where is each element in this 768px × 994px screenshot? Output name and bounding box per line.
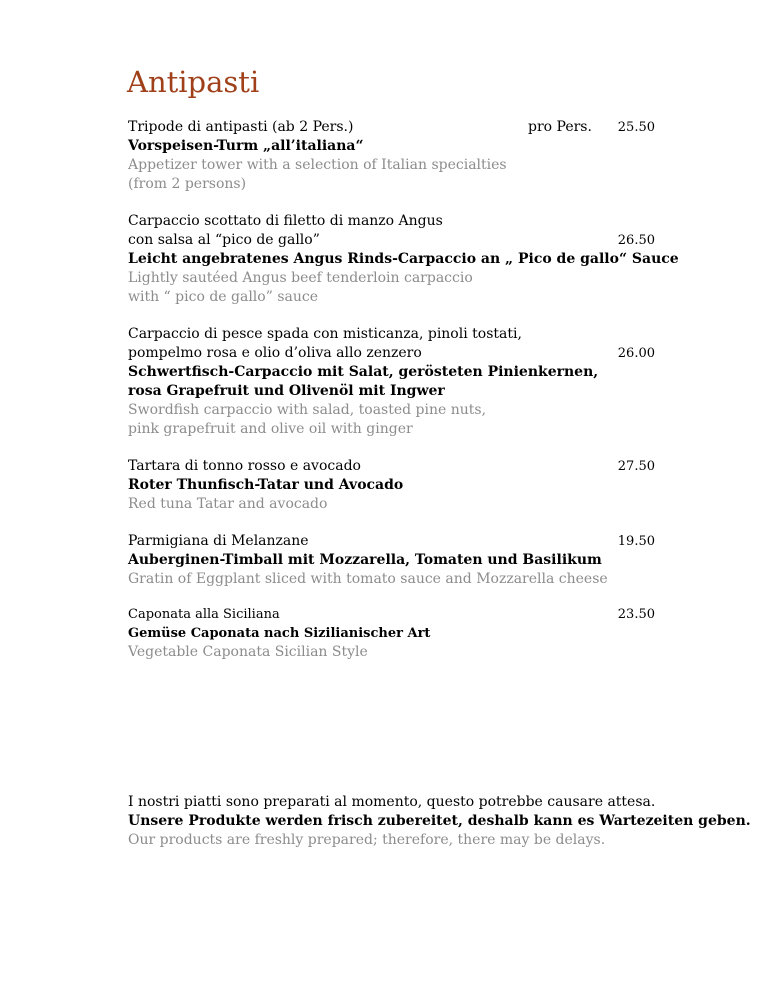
- item-english-description: Appetizer tower with a selection of Italian specialties: [128, 157, 507, 173]
- item-english-description: (from 2 persons): [128, 176, 247, 192]
- item-italian-name: Carpaccio scottato di filetto di manzo Angus: [128, 213, 443, 229]
- item-german-name: Leicht angebratenes Angus Rinds-Carpaccio an „ Pico de gallo“ Sauce: [128, 251, 679, 267]
- item-italian-name-line: con salsa al “pico de gallo”: [128, 232, 320, 248]
- footer-italian: I nostri piatti sono preparati al momento, questo potrebbe causare attesa.: [128, 794, 656, 810]
- item-italian-name-line: pompelmo rosa e olio d’oliva allo zenzero: [128, 345, 422, 361]
- item-italian-name: [128, 231, 658, 250]
- menu-item-carpaccio-swordfish: [128, 325, 658, 439]
- menu-item-tartara: [128, 457, 658, 514]
- item-german-name: Gemüse Caponata nach Sizilianischer Art: [128, 626, 431, 641]
- item-italian-name: [128, 605, 658, 624]
- item-english-description: Red tuna Tatar and avocado: [128, 496, 328, 512]
- per-person-label: pro Pers.: [528, 119, 592, 135]
- item-english-description: Swordfish carpaccio with salad, toasted pine nuts,: [128, 402, 487, 418]
- item-italian-name-line: Tartara di tonno rosso e avocado: [128, 458, 361, 474]
- item-english-description: Vegetable Caponata Sicilian Style: [128, 644, 368, 660]
- item-english-description: with “ pico de gallo” sauce: [128, 289, 318, 305]
- item-italian-name-line: Parmigiana di Melanzane: [128, 533, 309, 549]
- item-english-description: pink grapefruit and olive oil with ginger: [128, 421, 413, 437]
- menu-item-caponata: [128, 605, 658, 662]
- item-italian-name: [128, 532, 658, 551]
- item-italian-name-line: Tripode di antipasti (ab 2 Pers.): [128, 119, 354, 135]
- item-price: 23.50: [617, 607, 655, 622]
- item-price: 26.50: [617, 233, 655, 248]
- item-german-name: Vorspeisen-Turm „all’italiana“: [128, 138, 364, 154]
- item-italian-name: [128, 457, 658, 476]
- item-english-description: Lightly sautéed Angus beef tenderloin carpaccio: [128, 270, 473, 286]
- menu-item-tripode: [128, 118, 658, 194]
- item-price: 19.50: [617, 534, 655, 549]
- item-price: 26.00: [617, 346, 655, 361]
- item-german-name: Schwertfisch-Carpaccio mit Salat, gerösteten Pinienkernen,: [128, 364, 599, 380]
- page-title: Antipasti: [127, 65, 260, 99]
- item-italian-name: [128, 118, 658, 137]
- item-english-description: Gratin of Eggplant sliced with tomato sauce and Mozzarella cheese: [128, 571, 608, 587]
- menu-item-carpaccio-angus: [128, 212, 679, 307]
- item-price: 25.50: [617, 120, 655, 135]
- item-italian-name: [128, 344, 658, 363]
- item-italian-name-line: Caponata alla Siciliana: [128, 607, 280, 622]
- footer-note: [128, 793, 751, 850]
- item-price: 27.50: [617, 459, 655, 474]
- item-german-name: Roter Thunfisch-Tatar und Avocado: [128, 477, 404, 493]
- item-german-name: rosa Grapefruit und Olivenöl mit Ingwer: [128, 383, 445, 399]
- item-german-name: Auberginen-Timball mit Mozzarella, Tomaten und Basilikum: [128, 552, 602, 568]
- footer-english: Our products are freshly prepared; therefore, there may be delays.: [128, 832, 606, 848]
- item-italian-name: Carpaccio di pesce spada con misticanza, pinoli tostati,: [128, 326, 522, 342]
- footer-german: Unsere Produkte werden frisch zubereitet, deshalb kann es Wartezeiten geben.: [128, 813, 751, 829]
- menu-item-parmigiana: [128, 532, 658, 589]
